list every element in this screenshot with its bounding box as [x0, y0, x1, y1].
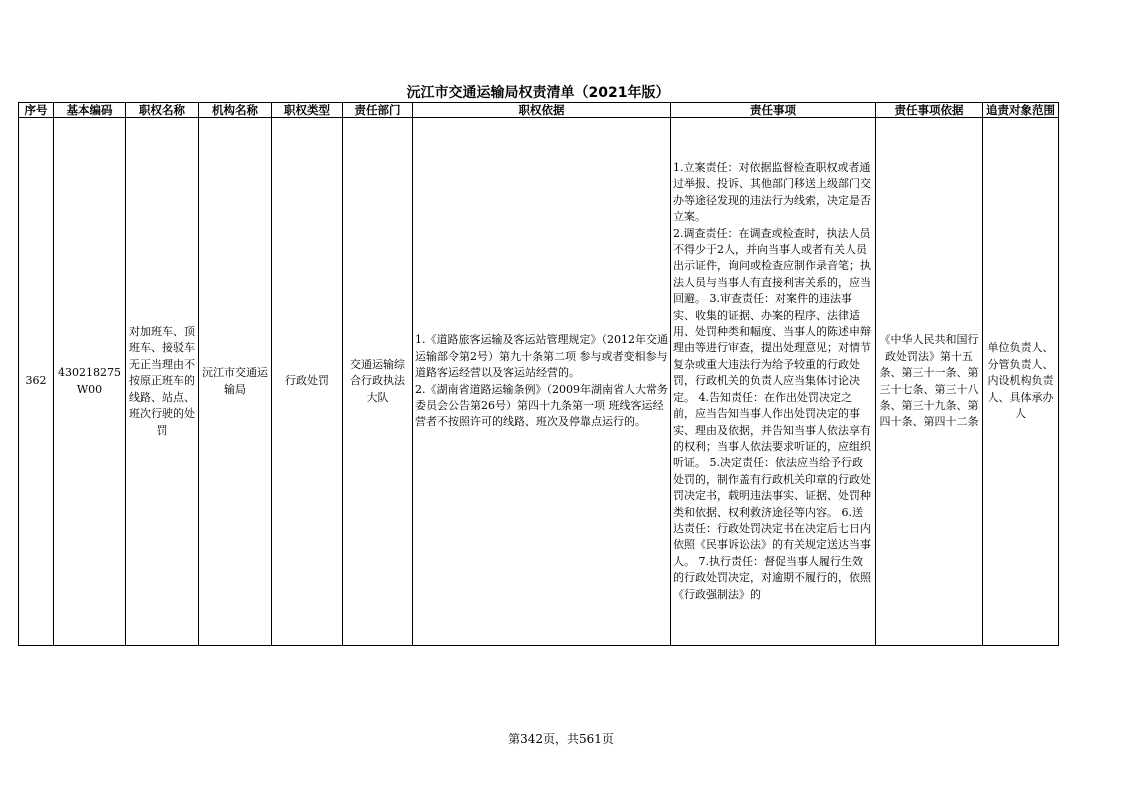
cell-basis: 1.《道路旅客运输及客运站管理规定》（2012年交通运输部令第2号）第九十条第二项 参与或者变相参与道路客运经营以及客运站经营的。 2.《湖南省道路运输条例》（2009年湖南省人大常务委员会公告第26号）第四十九条第一项 班线客运经营者不按照许可的线路、班次及停靠点运行的。	[413, 118, 671, 646]
cell-agency: 沅江市交通运输局	[199, 118, 272, 646]
header-accountability: 追责对象范围	[983, 103, 1059, 118]
cell-accountability: 单位负责人、分管负责人、内设机构负责人、具体承办人	[983, 118, 1059, 646]
table-row	[19, 118, 1059, 646]
document-title: 沅江市交通运输局权责清单（2021年版）	[406, 85, 670, 101]
header-agency: 机构名称	[199, 103, 272, 118]
header-code: 基本编码	[54, 103, 126, 118]
cell-responsibilities: 1.立案责任：对依据监督检查职权或者通过举报、投诉、其他部门移送上级部门交办等途径发现的违法行为线索，决定是否立案。 2.调查责任：在调查或检查时，执法人员不得少于2人，并向当事人或者有关人员出示证件，询问或检查应制作录音笔；执法人员与当事人有直接利害关系的，应当回避。 3.审查责任：对案件的违法事实、收集的证据、办案的程序、法律适用、处罚种类和幅度、当事人的陈述申辩理由等进行审查，提出处理意见；对情节复杂或重大违法行为给予较重的行政处罚，行政机关的负责人应当集体讨论决定。 4.告知责任：在作出处罚决定之前，应当告知当事人作出处罚决定的事实、理由及依据，并告知当事人依法享有的权利；当事人依法要求听证的，应组织听证。 5.决定责任：依法应当给予行政处罚的，制作盖有行政机关印章的行政处罚决定书，载明违法事实、证据、处罚种类和依据、权利救济途径等内容。 6.送达责任：行政处罚决定书在决定后七日内依照《民事诉讼法》的有关规定送达当事人。 7.执行责任：督促当事人履行生效的行政处罚决定，对逾期不履行的，依照《行政强制法》的	[671, 118, 876, 646]
header-power-name: 职权名称	[126, 103, 199, 118]
header-index: 序号	[19, 103, 54, 118]
header-responsibility-basis: 责任事项依据	[876, 103, 983, 118]
page-footer: 第342页，共561页	[508, 732, 614, 746]
cell-department: 交通运输综合行政执法大队	[343, 118, 413, 646]
header-department: 责任部门	[343, 103, 413, 118]
table-header-row	[19, 103, 1059, 118]
header-responsibilities: 责任事项	[671, 103, 876, 118]
power-list-table	[18, 102, 1059, 646]
cell-responsibility-basis: 《中华人民共和国行政处罚法》第十五条、第三十一条、第三十七条、第三十八条、第三十九条、第四十条、第四十二条	[876, 118, 983, 646]
header-basis: 职权依据	[413, 103, 671, 118]
header-power-type: 职权类型	[272, 103, 343, 118]
cell-power-type: 行政处罚	[272, 118, 343, 646]
cell-code: 430218275W00	[54, 118, 126, 646]
cell-power-name: 对加班车、顶班车、接驳车无正当理由不按原正班车的线路、站点、班次行驶的处罚	[126, 118, 199, 646]
cell-index: 362	[19, 118, 54, 646]
